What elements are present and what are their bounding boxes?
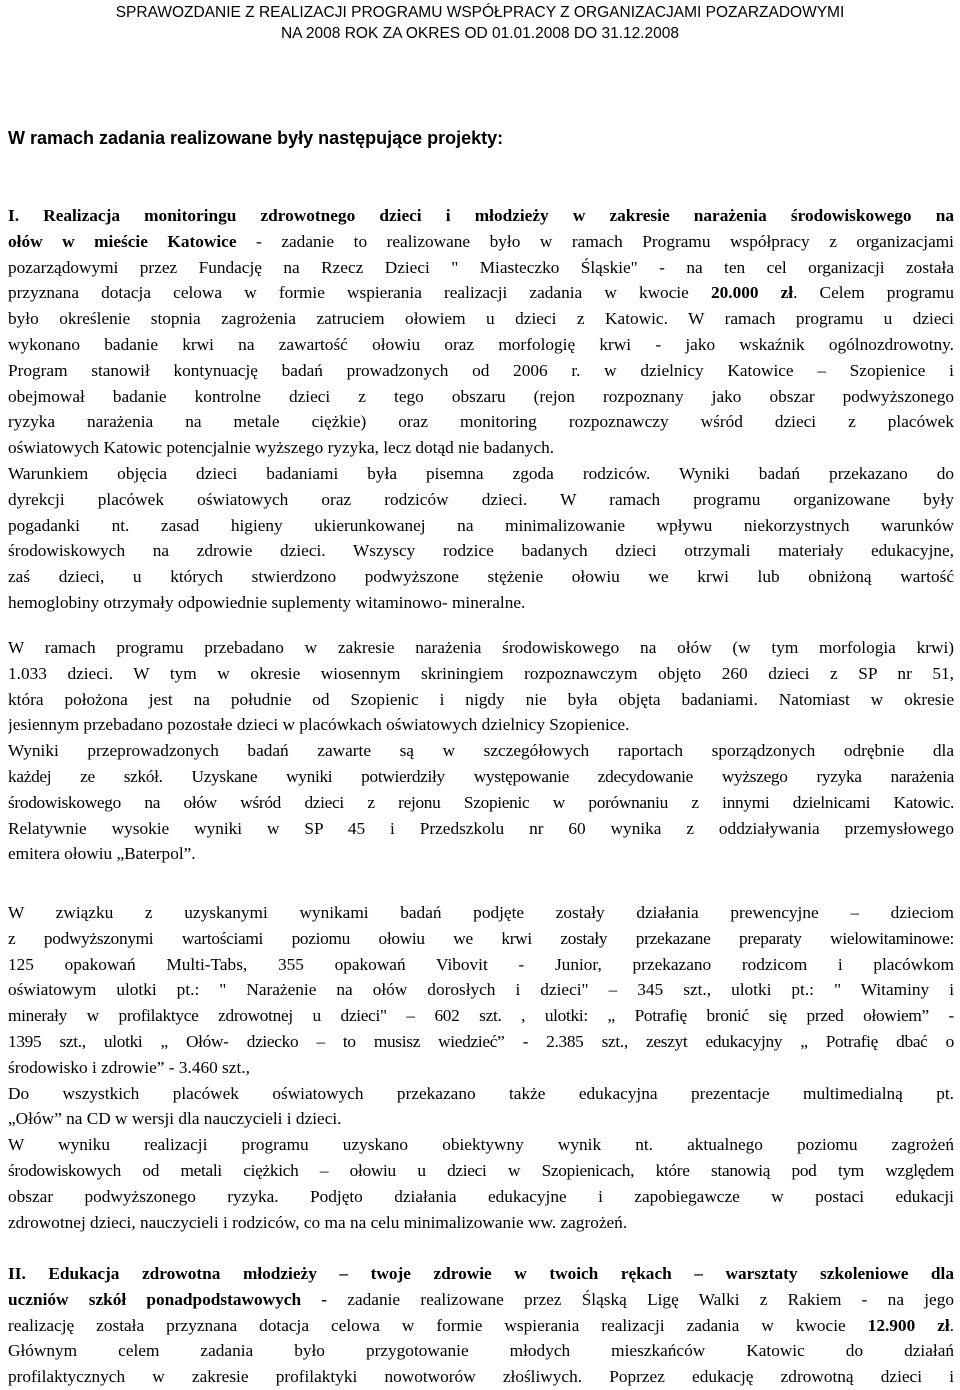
text-line: profilaktycznych w zakresie profilaktyki nowotworów złośliwych. Poprzez edukację zdrowotną dzieci i	[8, 1367, 954, 1387]
text-line: W ramach programu przebadano w zakresie narażenia środowiskowego na ołów (w tym morfologia krwi)	[8, 638, 954, 657]
text-line: Relatywnie wysokie wyniki w SP 45 i Przedszkolu nr 60 wynika z oddziaływania przemysłowego	[8, 818, 954, 838]
report-title-line1: SPRAWOZDANIE Z REALIZACJI PROGRAMU WSPÓŁPRACY Z ORGANIZACJAMI POZARZADOWYMI	[115, 4, 845, 21]
text-line: 1.033 dzieci. W tym w okresie wiosennym skriningiem rozpoznawczym objęto 260 dzieci z SP nr 51,	[8, 663, 954, 683]
text-line: „Ołów” na CD w wersji dla nauczycieli i dzieci.	[8, 1109, 342, 1129]
text-line: przyznana dotacja celowa w formie wspierania realizacji zadania w kwocie 20.000 zł. Celem programu	[8, 283, 954, 303]
text-line: środowisko i zdrowie” - 3.460 szt.,	[8, 1057, 250, 1077]
section-3	[8, 900, 954, 1235]
text-line: I. Realizacja monitoringu zdrowotnego dzieci i młodzieży w zakresie narażenia środowiskowego na	[8, 206, 954, 225]
report-title-line2: NA 2008 ROK ZA OKRES OD 01.01.2008 DO 31.12.2008	[280, 25, 680, 42]
text-line: pogadanki nt. zasad higieny ukierunkowanej na minimalizowanie wpływu niekorzystnych warunków	[8, 515, 954, 535]
text-line: Program stanowił kontynuację badań prowadzonych od 2006 r. w dzielnicy Katowice – Szopienice i	[8, 360, 954, 380]
text-line: uczniów szkół ponadpodstawowych - zadanie realizowane przez Śląską Ligę Walki z Rakiem - na jego	[8, 1289, 954, 1309]
text-line: Warunkiem objęcia dzieci badaniami była pisemna zgoda rodziców. Wyniki badań przekazano do	[8, 463, 954, 483]
text-line: środowiskowego na ołów wśród dzieci z rejonu Szopienic w porównaniu z innymi dzielnicami Katowic.	[8, 792, 954, 812]
text-line: zaś dzieci, u których stwierdzono podwyższone stężenie ołowiu we krwi lub obniżoną wartość	[8, 567, 954, 587]
text-line: Głównym celem zadania było przygotowanie młodych mieszkańców Katowic do działań	[8, 1341, 954, 1361]
text-line: W wyniku realizacji programu uzyskano obiektywny wynik nt. aktualnego poziomu zagrożeń	[8, 1135, 954, 1155]
intro-heading: W ramach zadania realizowane były następujące projekty:	[8, 128, 504, 148]
section-2	[8, 635, 954, 867]
section-1	[8, 203, 954, 616]
text-line: obejmował badanie kontrolne dzieci z tego obszaru (rejon rozpoznany jako obszar podwyższonego	[8, 386, 954, 406]
text-line: środowiskowych na zdrowie dzieci. Wszyscy rodzice badanych dzieci otrzymali materiały edukacyjne,	[8, 541, 954, 561]
text-line: emitera ołowiu „Baterpol”.	[8, 844, 196, 864]
text-line	[8, 1261, 954, 1287]
text-line: z podwyższonymi wartościami poziomu ołowiu we krwi zostały przekazane preparaty wielowitaminowe:	[8, 928, 954, 948]
text-line: jesiennym przebadano pozostałe dzieci w placówkach oświatowych dzielnicy Szopienice.	[8, 715, 630, 735]
text-line: ryzyka narażenia na metale ciężkie) oraz monitoring rozpoznawczy wśród dzieci z placówek	[8, 412, 954, 432]
text-line: 125 opakowań Multi-Tabs, 355 opakowań Vibovit - Junior, przekazano rodzicom i placówkom	[8, 954, 954, 974]
text-line: W związku z uzyskanymi wynikami badań podjęte zostały działania prewencyjne – dzieciom	[8, 903, 954, 922]
text-line: dyrekcji placówek oświatowych oraz rodziców dzieci. W ramach programu organizowane były	[8, 489, 954, 509]
section-4	[8, 1261, 954, 1390]
report-header	[0, 2, 960, 44]
text-line: realizację została przyznana dotacja celowa w formie wspierania realizacji zadania w kwocie 12.900 zł.	[8, 1315, 954, 1335]
text-line: 1395 szt., ulotki „ Ołów- dziecko – to musisz wiedzieć” - 2.385 szt., zeszyt edukacyjny „ Potrafię dbać o	[8, 1031, 954, 1051]
text-line: oświatowych Katowic potencjalnie wyższego ryzyka, lecz dotąd nie badanych.	[8, 438, 555, 458]
text-line: która położona jest na południe od Szopienic i nigdy nie była objęta badaniami. Natomiast w okresie	[8, 689, 954, 709]
text-line: pozarządowymi przez Fundację na Rzecz Dzieci " Miasteczko Śląskie" - na ten cel organizacji została	[8, 257, 954, 277]
text-line: Wyniki przeprowadzonych badań zawarte są w szczegółowych raportach sporządzonych odrębnie dla	[8, 741, 954, 761]
text-line: Do wszystkich placówek oświatowych przekazano także edukacyjna prezentacje multimedialną pt.	[8, 1083, 954, 1103]
text-line: hemoglobiny otrzymały odpowiednie suplementy witaminowo- mineralne.	[8, 592, 526, 612]
text-line: zdrowotnej dzieci, nauczycieli i rodziców, co ma na celu minimalizowanie ww. zagrożeń.	[8, 1212, 628, 1232]
text-line: minerały w profilaktyce zdrowotnej u dzieci" – 602 szt. , ulotki: „ Potrafię bronić się przed ołowiem” -	[8, 1006, 954, 1026]
section-4-heading: II. Edukacja zdrowotna młodzieży – twoje zdrowie w twoich rękach – warsztaty szkoleniowe dla	[8, 1264, 954, 1283]
text-line: było określenie stopnia zagrożenia zatruciem ołowiem u dzieci z Katowic. W ramach programu u dzieci	[8, 309, 954, 329]
text-line: wykonano badanie krwi na zawartość ołowiu oraz morfologię krwi - jako wskaźnik ogólnozdrowotny.	[8, 334, 954, 354]
text-line: środowiskowych od metali ciężkich – ołowiu u dzieci w Szopienicach, które stanowią pod tym względem	[8, 1160, 954, 1180]
text-line: ołów w mieście Katowice - zadanie to realizowane było w ramach Programu współpracy z organizacjami	[8, 231, 954, 251]
text-line: obszar podwyższonego ryzyka. Podjęto działania edukacyjne i zapobiegawcze w postaci edukacji	[8, 1186, 954, 1206]
text-line: każdej ze szkół. Uzyskane wyniki potwierdziły występowanie zdecydowanie wyższego ryzyka narażenia	[8, 766, 954, 786]
text-line: oświatowym ulotki pt.: " Narażenie na ołów dorosłych i dzieci" – 345 szt., ulotki pt.: " Witaminy i	[8, 980, 954, 1000]
